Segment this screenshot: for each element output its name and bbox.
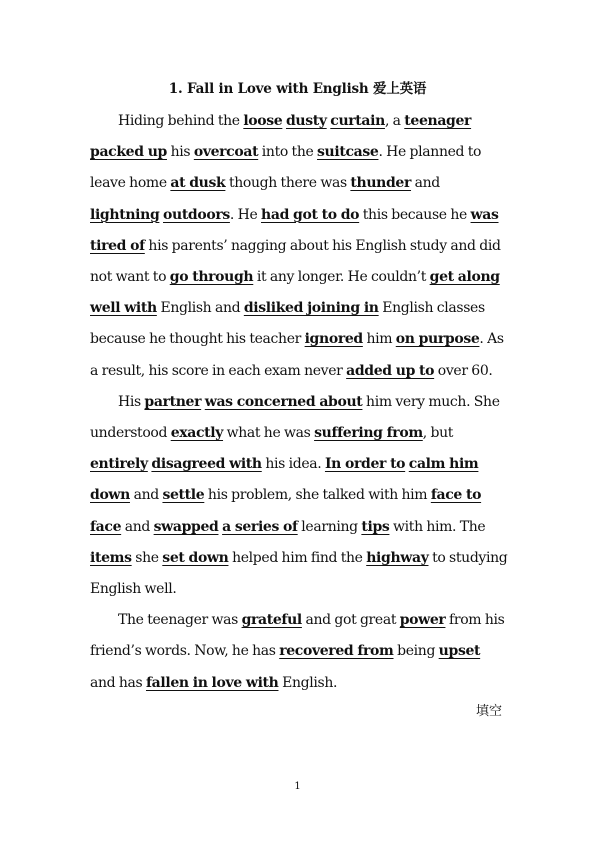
key-phrase: recovered from	[279, 643, 394, 660]
text-run: his problem, she talked with him	[204, 487, 431, 504]
key-phrase: was concerned about	[204, 393, 363, 410]
text-run: what he was	[223, 425, 315, 442]
key-phrase: dusty	[285, 113, 327, 129]
key-phrase: overcoat	[193, 144, 259, 161]
key-phrase: settle	[162, 487, 205, 504]
paragraph	[90, 387, 508, 605]
paragraph	[90, 605, 508, 699]
text-run: with him. The	[389, 518, 486, 535]
key-phrase: outdoors	[163, 206, 230, 223]
key-phrase: calm him down	[90, 456, 479, 504]
key-phrase: exactly	[170, 425, 224, 442]
key-phrase: In order to	[324, 456, 406, 473]
text-run: English and	[156, 300, 244, 317]
text-run: , but	[422, 425, 454, 442]
key-phrase: grateful	[241, 612, 302, 629]
key-phrase: highway	[366, 549, 429, 566]
text-run: and	[121, 518, 154, 535]
key-phrase: partner	[144, 393, 202, 410]
text-run: his idea.	[261, 456, 325, 473]
key-phrase: power	[399, 612, 446, 629]
text-run: . He	[229, 206, 262, 223]
key-phrase: a series of	[222, 518, 298, 535]
text-run: him very much. She understood	[90, 393, 500, 442]
key-phrase: ignored	[304, 331, 363, 348]
key-phrase: packed up	[90, 144, 167, 161]
text-run: though there was	[225, 175, 351, 192]
key-phrase: had got to do	[261, 206, 360, 223]
text-run: His	[118, 393, 145, 410]
text-run: it any longer. He couldn’t	[253, 269, 430, 286]
key-phrase: thunder	[350, 175, 412, 192]
key-phrase: teenager	[404, 113, 472, 129]
key-phrase: was tired of	[90, 206, 499, 254]
text-run: his parents’ nagging about his English study and did not want to	[90, 237, 501, 286]
text-run: this because he	[359, 206, 471, 223]
text-run: . He planned to leave home	[90, 144, 482, 192]
text-run: being	[393, 643, 439, 660]
key-phrase: disliked joining in	[243, 300, 379, 317]
text-run: to studying English well.	[90, 549, 508, 598]
key-phrase: at dusk	[170, 175, 226, 192]
text-run: him	[362, 331, 396, 348]
key-phrase: loose	[243, 113, 283, 129]
key-phrase: items	[90, 549, 132, 566]
key-phrase: go through	[169, 269, 254, 286]
document-body	[90, 106, 508, 699]
text-run: and	[411, 175, 440, 192]
key-phrase: disagreed with	[151, 456, 262, 473]
text-run: she	[131, 549, 163, 566]
text-run: , a	[384, 113, 405, 129]
text-run: English classes because he thought his teacher	[90, 300, 485, 348]
paragraph	[90, 106, 508, 387]
text-run: Hiding behind the	[118, 113, 244, 129]
exercise-tag: 填空	[476, 704, 503, 719]
text-run: and has	[90, 674, 146, 691]
text-run: helped him find the	[228, 549, 367, 566]
page-number: 1	[294, 781, 301, 792]
key-phrase: tips	[361, 518, 390, 535]
document-title: 1. Fall in Love with English 爱上英语	[168, 81, 427, 97]
key-phrase: face to face	[90, 487, 482, 535]
text-run: and	[129, 487, 163, 504]
key-phrase: lightning	[90, 206, 160, 223]
text-run: learning	[297, 518, 362, 535]
key-phrase: fallen in love with	[145, 674, 279, 691]
key-phrase: swapped	[153, 518, 219, 535]
text-run: The teenager was	[118, 612, 242, 629]
key-phrase: entirely	[90, 456, 148, 473]
text-run: from his friend’s words. Now, he has	[90, 612, 505, 660]
key-phrase: suffering from	[314, 425, 423, 442]
key-phrase: upset	[438, 643, 481, 660]
text-run: . As a result, his score in each exam never	[90, 331, 504, 379]
key-phrase: added up to	[346, 362, 435, 379]
text-run: English.	[278, 674, 338, 691]
key-phrase: on purpose	[395, 331, 480, 348]
text-run: over 60.	[434, 362, 493, 379]
text-run: and got great	[301, 612, 400, 629]
text-run: into the	[258, 144, 318, 161]
key-phrase: set down	[162, 549, 229, 566]
key-phrase: curtain	[330, 113, 385, 129]
key-phrase: suitcase	[317, 144, 379, 161]
key-phrase: get along well with	[90, 269, 500, 317]
text-run: his	[166, 144, 194, 161]
